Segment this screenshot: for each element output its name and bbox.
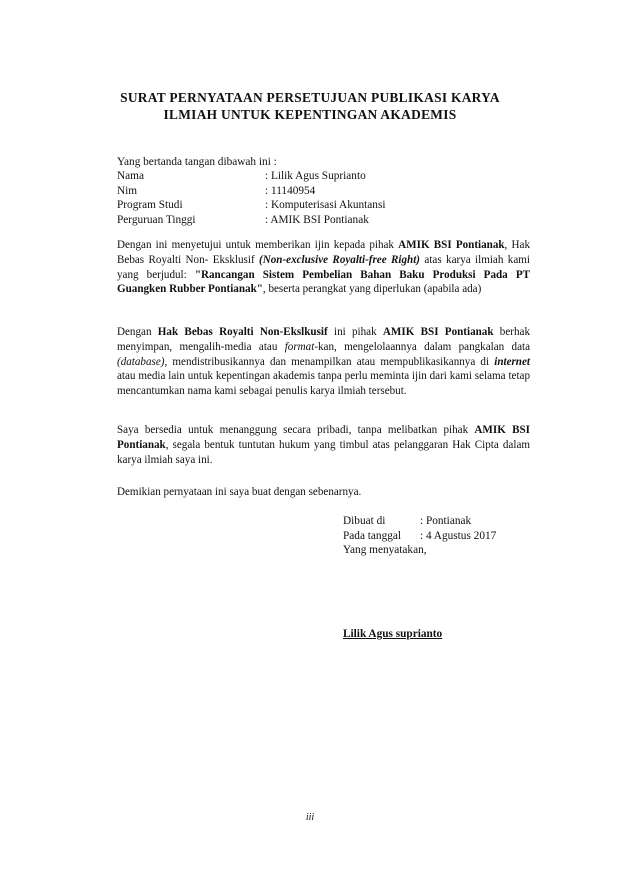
text-run: atau media lain untuk kepentingan akademis tanpa perlu meminta ijin dari kami selama tetap mencantumkan nama kami sebagai penulis karya ilmiah tersebut. [117,370,530,398]
sign-closing: Yang menyatakan, [343,544,427,556]
institution-name: AMIK BSI Pontianak [382,326,494,338]
field-label: Nim [117,184,138,197]
sign-label: Dibuat di [343,515,386,527]
text-run: atas karya ilmiah kami yang berjudul: [117,253,530,281]
institution-name: AMIK BSI Pontianak [117,424,530,451]
field-row-institution [117,213,386,228]
field-row-program [117,198,386,213]
text-run: , segala bentuk tuntutan hukum yang timbul atas pelanggaran Hak Cipta dalam karya ilmiah saya ini. [117,438,530,466]
institution-name: AMIK BSI Pontianak [398,239,505,251]
italic-term: (database) [117,355,165,368]
field-row-nim [117,184,386,199]
field-label: Program Studi [117,199,183,212]
field-value: : 11140954 [265,184,316,197]
thesis-title: "Rancangan Sistem Pembelian Bahan Baku Produksi Pada PT Guangken Rubber Pontianak" [117,268,530,296]
intro-text: Yang bertanda tangan dibawah ini : [117,156,277,168]
signature-block [343,514,496,558]
document-title [60,90,560,123]
italic-term: internet [494,355,530,368]
signer-name: Lilik Agus suprianto [343,628,443,640]
page-number: iii [305,812,315,823]
text-run: -kan, mengelolaannya dalam pangkalan data [314,340,530,353]
title-line-1: SURAT PERNYATAAN PERSETUJUAN PUBLIKASI KARYA [120,90,500,105]
sign-row-place [343,514,496,529]
sign-value: : 4 Agustus 2017 [420,529,497,542]
field-value: : AMIK BSI Pontianak [265,213,369,226]
text-run: ini pihak [327,326,383,338]
license-term: (Non-exclusive Royalti-free Right) [259,253,421,266]
text-run: , mendistribusikannya dan menampilkan atau mempublikasikannya di [164,355,495,368]
paragraph-liability [117,423,530,467]
sign-value: : Pontianak [420,515,472,527]
field-label: Perguruan Tinggi [117,213,196,226]
title-line-2: ILMIAH UNTUK KEPENTINGAN AKADEMIS [163,106,457,122]
license-term: Hak Bebas Royalti Non-Ekslkusif [157,326,328,338]
text-run: , Hak Bebas Royalti Non- Eksklusif [117,239,530,266]
field-row-name [117,169,386,184]
text-run: , beserta perangkat yang diperlukan (apabila ada) [262,283,482,296]
field-label: Nama [117,170,144,182]
paragraph-closing: Demikian pernyataan ini saya buat dengan sebenarnya. [117,486,362,498]
paragraph-rights [117,325,530,399]
sign-label: Pada tanggal [343,529,402,542]
text-run: Dengan [117,326,158,338]
italic-term: format [284,340,315,353]
identity-fields [117,169,386,227]
field-value: : Komputerisasi Akuntansi [265,199,386,212]
paragraph-consent [117,238,530,297]
field-value: : Lilik Agus Suprianto [265,170,366,182]
text-run: berhak menyimpan, mengalih-media atau [117,326,530,353]
text-run: Dengan ini menyetujui untuk memberikan ijin kepada pihak [117,239,399,251]
sign-row-date [343,529,496,544]
text-run: Saya bersedia untuk menanggung secara pribadi, tanpa melibatkan pihak [117,424,475,436]
